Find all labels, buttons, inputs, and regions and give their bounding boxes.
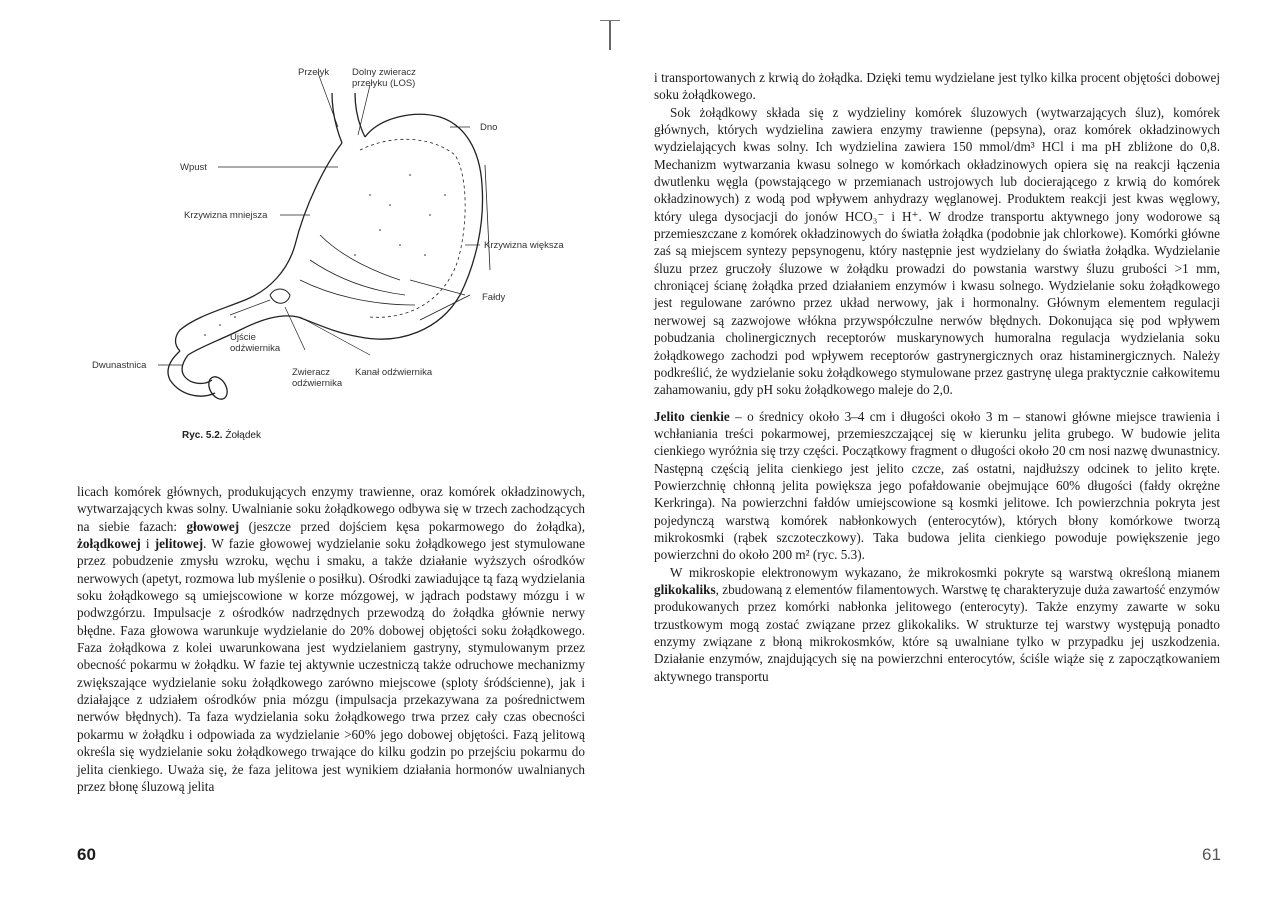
label-faldy: Fałdy — [482, 292, 506, 303]
page-number-left: 60 — [77, 845, 96, 864]
label-los: Dolny zwieracz przełyku (LOS) — [352, 67, 416, 89]
text-run: . W fazie głowowej wydzielanie soku żołądkowego jest stymulowane przez pobudzenie zmysłu wzroku, węchu i smaku, a także działanie wyższych ośrodków nerwowych (apetyt, rozmowa lub myślenie o posiłku). Ośrodki zawiadujące tą fazą wydzielania soku żołądkowego są umiejscowione w korze mózgowej, w jądrach podstawy mózgu i w podwzgórzu. Impulsacje z ośrodków nadrzędnych przewodzą do żołądka głównie nerwy błędne. Faza głowowa warunkuje wydzielanie do 20% dobowej objętości soku żołądkowego. Faza żołądkowa z kolei uwarunkowana jest wydzielaniem gastryny, stymulowanym przez obecność pokarmu w żołądku. W fazie tej aktywnie uczestniczą także odruchowe mechanizmy zwiększające wydzielanie soku żołądkowego zarówno miejscowe (sploty śródścienne), jak i działające z udziałem ośrodków pnia mózgu (impulsacja przekazywana za pośrednictwem nerwów błędnych). Ta faza wydzielania soku żołądkowego trwa przez cały czas obecności pokarmu w żołądku i odpowiada za wydzielanie >60% jego dobowej objętości. Fazą jelitową określa się wydzielanie soku żołądkowego trwające do kilku godzin po przejściu pokarmu do jelita cienkiego. Uważa się, że faza jelitowa jest wynikiem działania hormonów uwalnianych przez błonę śluzową jelita — [77, 536, 585, 794]
text-run: licach komórek głównych, produkujących enzymy trawienne, oraz komórek okładzinowych, wytwarzających kwas solny. Uwalnianie soku żołądkowego odbywa się w trzech zachodzących na siebie fazach: — [77, 484, 585, 534]
text-run: – o średnicy około 3–4 cm i długości około 3 m – stanowi główne miejsce trawienia i wchłaniania treści pokarmowej, przemieszczającej się w kierunku jelita grubego. W budowie jelita cienkiego wyróżnia się trzy części. Początkowy fragment o długości około 20 cm nosi nazwę dwunastnicy. Następną częścią jelita cienkiego jest jelito czcze, zaś ostatni, najdłuższy odcinek to jelito kręte. Powierzchnię chłonną jelita powiększa jego pofałdowanie obejmujące 60% długości (fałdy okrężne Kerkringa). Na powierzchni fałdów umiejscowione są kosmki jelitowe. Ich powierzchnia pokryta jest pojedynczą warstwą komórek nabłonkowych (enterocytów), których błony komórkowe tworzą mikrokosmki (rąbek szczoteczkowy). Taka budowa jelita cienkiego powoduje powiększenie jego powierzchni do około 200 m² (ryc. 5.3). — [654, 408, 1220, 563]
label-krzywizna-wieksza: Krzywizna większa — [484, 240, 564, 251]
text-run: , zbudowaną z elementów filamentowych. Warstwę tę charakteryzuje duża zawartość enzymów produkowanych przez komórki nabłonka jelitowego (enterocyty). Także enzymy zawarte w soku trzustkowym mogą zostać związane przez glikokaliks. W strukturze tej warstwy występują ponadto enzymy związane z błoną mikrokosmków, które są uwalniane tylko w przypadku jej uszkodzenia. Działanie enzymów, znajdujących się na powierzchni enterocytów, ściśle wiąże się z zapoczątkowaniem aktywnego transportu — [654, 581, 1220, 684]
stomach-figure — [70, 55, 590, 455]
right-page — [615, 0, 1263, 899]
left-body-text — [77, 483, 585, 795]
right-paragraph-3 — [654, 408, 1220, 564]
label-kanal: Kanał odźwiernika — [355, 367, 433, 378]
bold-term: Jelito cienkie — [654, 408, 730, 424]
label-krzywizna-mniejsza: Krzywizna mniejsza — [184, 210, 268, 221]
text-run: W mikroskopie elektronowym wykazano, że mikrokosmki pokryte są warstwą określoną mianem — [670, 564, 1220, 580]
text-run: (jeszcze przed dojściem kęsa pokarmowego do żołądka), — [239, 518, 585, 534]
right-paragraph-2: Sok żołądkowy składa się z wydzieliny komórek śluzowych (wytwarzających śluz), komórek głównych, których wydzielina zawiera enzymy trawienne (pepsyna), oraz komórek okładzinowych wydzielających kwas solny. Ich wydzielina zawiera 150 mmol/dm³ HCl i ma pH zbliżone do 0,8. Mechanizm wytwarzania kwasu solnego w komórkach okładzinowych opiera się na reakcji łączenia dwutlenku węgla (powstającego w przemianach ustrojowych lub docierającego z krwią do komórek okładzinowych) z wodą pod wpływem anhydrazy węglanowej. Produktem reakcji jest kwas węglowy, który ulega dysocjacji do jonów HCO₃⁻ i H⁺. W drodze transportu aktywnego jony wodorowe są przemieszczane z komórek okładzinowych do światła żołądka (podobnie jak chlorkowe). Komórki główne zaś są miejscem syntezy pepsynogenu, który następnie jest wydzielany do światła żołądka. Wydzielanie śluzu przez gruczoły śluzowe w żołądku prowadzi do powstania warstwy śluzu grubości >1 mm, chroniącej ścianę żołądka przed działaniem enzymów i kwasu solnego. Wydzielanie soku żołądkowego jest regulowane zarówno przez układ nerwowy, jak i hormonalny. Głównym elementem regulacji nerwowej są zazwojowe włókna przywspółczulne nerwów błędnych. Dokonująca się pod wpływem pobudzania cholinergicznych receptorów muskarynowych humoralna regulacja wydzielania soku żołądkowego zachodzi pod wpływem receptorów gastrynergicznych oraz histaminergicznych. Należy podkreślić, że wydzielanie soku żołądkowego stymulowane przez gastrynę ulega praktycznie całkowitemu zahamowaniu, gdy pH soku żołądkowego maleje do 2,0. — [654, 104, 1220, 398]
bold-term: głowowej — [186, 518, 240, 534]
bold-term: glikokaliks — [654, 581, 716, 597]
figure-caption — [182, 430, 261, 441]
page-number-right: 61 — [1202, 845, 1221, 864]
text-run: i — [140, 536, 155, 552]
label-wpust: Wpust — [180, 162, 207, 173]
caption-text: Żołądek — [225, 430, 261, 441]
bold-term: żołądkowej — [77, 536, 141, 552]
right-paragraph-1: i transportowanych z krwią do żołądka. Dzięki temu wydzielane jest tylko kilka procent objętości dobowej soku żołądkowego. — [654, 70, 1220, 103]
caption-number: Ryc. 5.2. — [182, 430, 223, 441]
left-paragraph — [77, 483, 585, 795]
label-ujscie: Ujście odźwiernika — [230, 332, 281, 354]
bold-term: jelitowej — [154, 536, 204, 552]
label-dno: Dno — [480, 122, 498, 133]
label-przelyk: Przełyk — [298, 67, 330, 78]
left-page — [0, 0, 610, 899]
right-body-text — [654, 69, 1220, 685]
label-zwieracz: Zwieracz odźwiernika — [292, 367, 343, 389]
right-paragraph-4 — [654, 564, 1220, 685]
label-dwunastnica: Dwunastnica — [92, 360, 147, 371]
